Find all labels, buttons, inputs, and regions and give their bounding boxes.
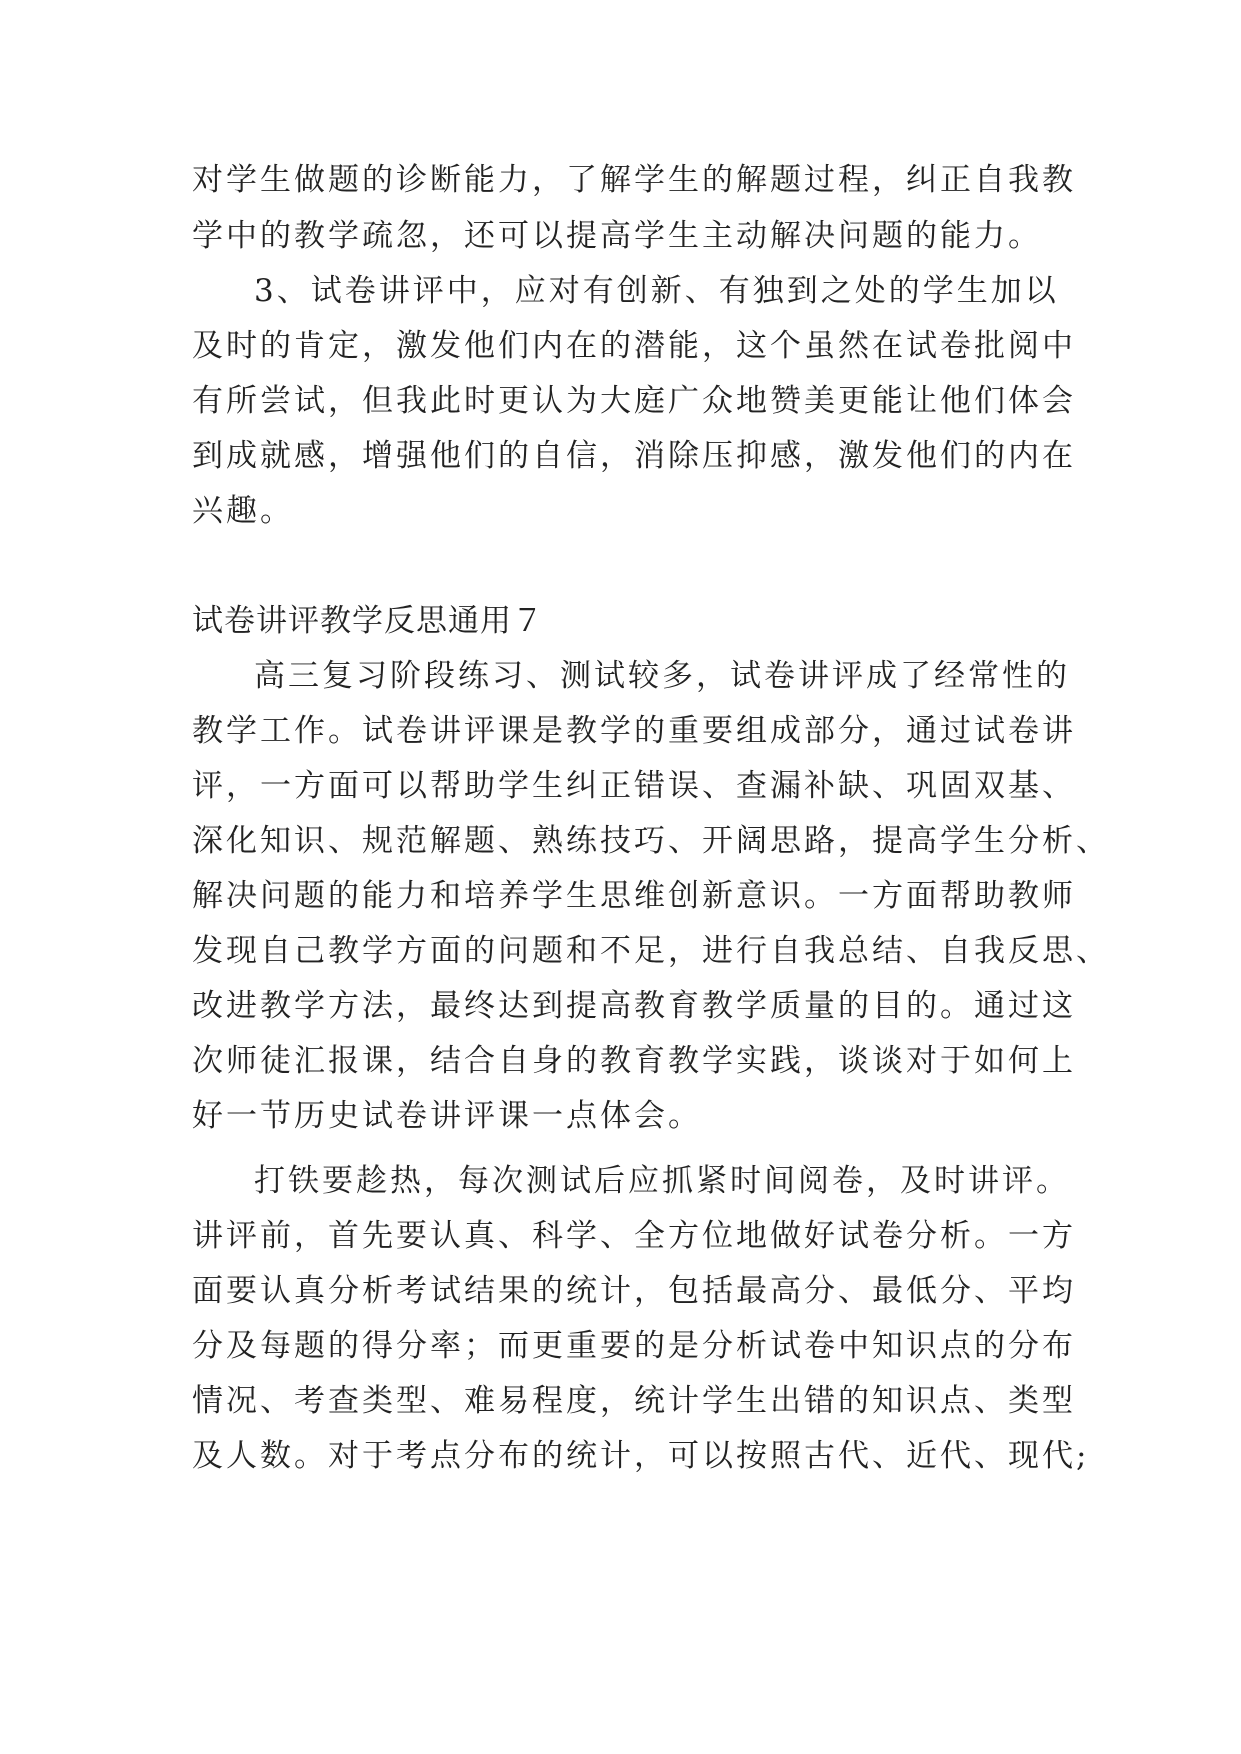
paragraph-line: 3、试卷讲评中，应对有创新、有独到之处的学生加以 <box>254 273 1059 309</box>
paragraph-line: 评，一方面可以帮助学生纠正错误、查漏补缺、巩固双基、 <box>192 768 1076 804</box>
paragraph-line: 教学工作。试卷讲评课是教学的重要组成部分，通过试卷讲 <box>192 713 1076 749</box>
paragraph-line: 有所尝试，但我此时更认为大庭广众地赞美更能让他们体会 <box>192 383 1076 419</box>
paragraph-line: 及人数。对于考点分布的统计，可以按照古代、近代、现代; <box>192 1438 1090 1474</box>
paragraph-line: 讲评前，首先要认真、科学、全方位地做好试卷分析。一方 <box>192 1218 1076 1254</box>
paragraph-line: 深化知识、规范解题、熟练技巧、开阔思路，提高学生分析、 <box>192 823 1110 859</box>
paragraph-line: 分及每题的得分率；而更重要的是分析试卷中知识点的分布 <box>192 1328 1076 1364</box>
paragraph-line: 及时的肯定，激发他们内在的潜能，这个虽然在试卷批阅中 <box>192 328 1076 364</box>
paragraph-line: 对学生做题的诊断能力，了解学生的解题过程，纠正自我教 <box>192 162 1076 198</box>
paragraph-line: 情况、考查类型、难易程度，统计学生出错的知识点、类型 <box>192 1383 1076 1419</box>
paragraph-line: 次师徒汇报课，结合自身的教育教学实践，谈谈对于如何上 <box>192 1043 1076 1079</box>
section-heading: 试卷讲评教学反思通用７ <box>192 603 544 639</box>
paragraph-line: 打铁要趁热，每次测试后应抓紧时间阅卷，及时讲评。 <box>254 1163 1070 1199</box>
paragraph-line: 改进教学方法，最终达到提高教育教学质量的目的。通过这 <box>192 988 1076 1024</box>
paragraph-line: 学中的教学疏忽，还可以提高学生主动解决问题的能力。 <box>192 218 1042 254</box>
paragraph-line: 好一节历史试卷讲评课一点体会。 <box>192 1098 702 1134</box>
paragraph-line: 解决问题的能力和培养学生思维创新意识。一方面帮助教师 <box>192 878 1076 914</box>
paragraph-line: 到成就感，增强他们的自信，消除压抑感，激发他们的内在 <box>192 438 1076 474</box>
paragraph-line: 发现自己教学方面的问题和不足，进行自我总结、自我反思、 <box>192 933 1110 969</box>
paragraph-line: 兴趣。 <box>192 493 294 529</box>
paragraph-line: 高三复习阶段练习、测试较多，试卷讲评成了经常性的 <box>254 658 1070 694</box>
paragraph-line: 面要认真分析考试结果的统计，包括最高分、最低分、平均 <box>192 1273 1076 1309</box>
